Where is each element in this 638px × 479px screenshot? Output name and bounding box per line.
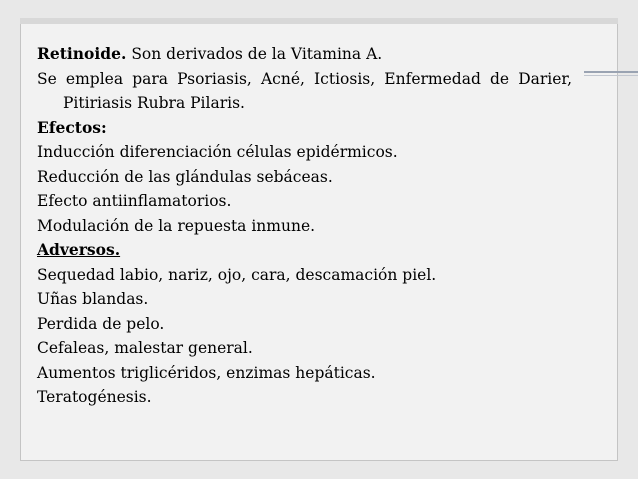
uso-line: Se emplea para Psoriasis, Acné, Ictiosis, Enfermedad de Darier, xyxy=(37,69,573,88)
top-rule xyxy=(20,18,618,24)
retinoide-line xyxy=(37,42,609,67)
slide-body xyxy=(37,42,609,410)
efectos-item: Inducción diferenciación células epidérmicos. xyxy=(37,143,398,161)
adversos-heading: Adversos. xyxy=(37,240,121,259)
efectos-heading: Efectos: xyxy=(37,117,107,137)
uso-line-continued: Pitiriasis Rubra Pilaris. xyxy=(63,94,245,112)
adversos-item: Aumentos triglicéridos, enzimas hepáticas. xyxy=(37,363,376,382)
adversos-item: Cefaleas, malestar general. xyxy=(37,339,253,357)
adversos-item: Perdida de pelo. xyxy=(37,314,165,333)
retinoide-term: Retinoide. xyxy=(37,44,127,63)
efectos-item: Reducción de las glándulas sebáceas. xyxy=(37,167,333,186)
efectos-item: Efecto antiinflamatorios. xyxy=(37,192,232,210)
adversos-item: Uñas blandas. xyxy=(37,290,149,308)
adversos-item: Teratogénesis. xyxy=(37,388,152,406)
adversos-item: Sequedad labio, nariz, ojo, cara, descamación piel. xyxy=(37,265,437,284)
retinoide-description: Son derivados de la Vitamina A. xyxy=(126,45,383,63)
efectos-item: Modulación de la repuesta inmune. xyxy=(37,216,316,235)
